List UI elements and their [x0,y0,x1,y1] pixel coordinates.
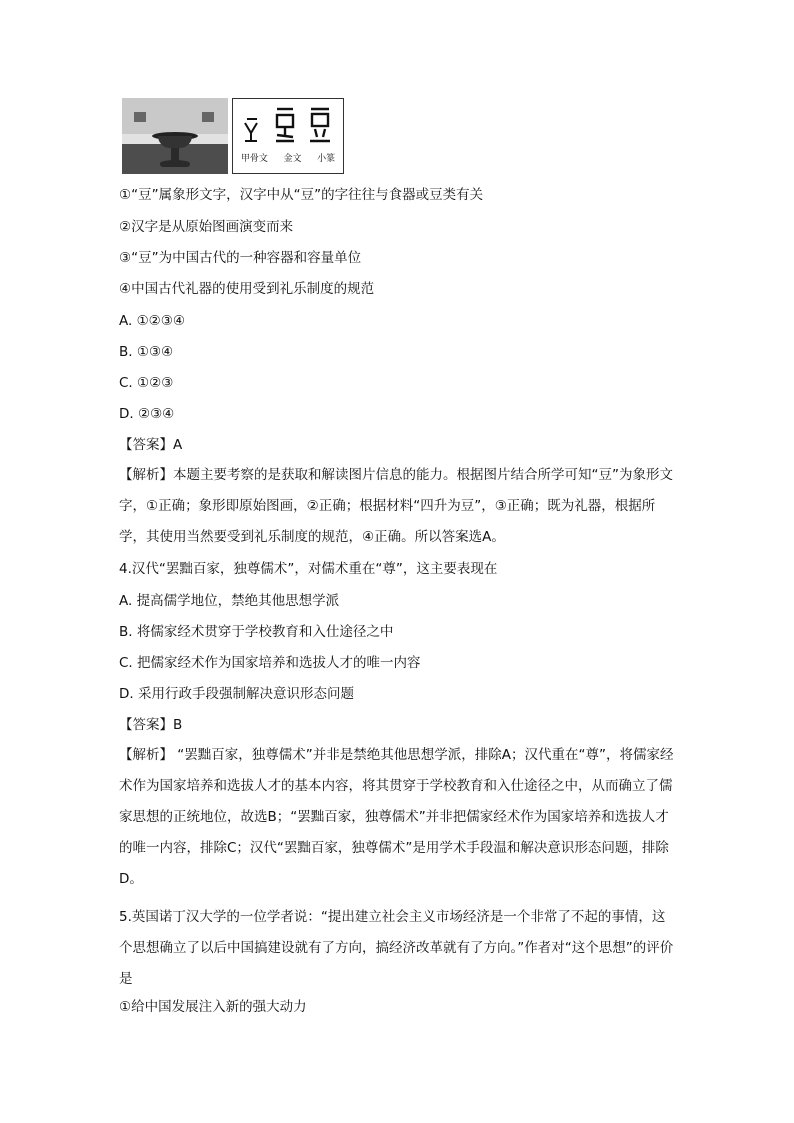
q4-option-b: B. 将儒家经术贯穿于学校教育和入仕途径之中 [119,624,394,640]
q4-answer: 【答案】B [119,717,183,733]
glyph-label-seal: 小篆 [317,154,336,164]
q5-statement-1: ①给中国发展注入新的强大动力 [119,999,307,1015]
q3-statement-3: ③“豆”为中国古代的一种容器和容量单位 [119,250,362,266]
q5-stem: 5.英国诺丁汉大学的一位学者说：“提出建立社会主义市场经济是一个非常了不起的事情，这个思想确立了以后中国搞建设就有了方向，搞经济改革就有了方向。”作者对“这个思想”的评价是 [119,909,674,987]
q4-stem: 4.汉代“罢黜百家，独尊儒术”，对儒术重在“尊”，这主要表现在 [119,561,498,577]
q4-option-d: D. 采用行政手段强制解决意识形态问题 [119,686,354,702]
q3-analysis: 【解析】本题主要考察的是获取和解读图片信息的能力。根据图片结合所学可知“豆”为象形文字，①正确；象形即原始图画，②正确；根据材料“四升为豆”，③正确；既为礼器，根据所学，其使用当然要受到礼乐制度的规范，④正确。所以答案选A。 [119,467,673,545]
oracle-bone-glyph [245,119,257,141]
q4-analysis: 【解析】 “罢黜百家，独尊儒术”并非是禁绝其他思想学派，排除A；汉代重在“尊”，将儒家经术作为国家培养和选拔人才的基本内容，将其贯穿于学校教育和入仕途径之中，从而确立了儒家思想的正统地位，故选B；“罢黜百家，独尊儒术”并非把儒家经术作为国家培养和选拔人才的唯一内容，排除C；汉代“罢黜百家，独尊儒术”是用学术手段温和解决意识形态问题，排除D。 [119,747,674,887]
bronze-script-glyph [276,109,294,141]
small-seal-glyph [310,109,330,141]
dou-vessel-photo [122,98,228,174]
q3-option-a: A. ①②③④ [119,313,185,329]
q4-option-a: A. 提高儒学地位，禁绝其他思想学派 [119,593,340,609]
q3-statement-1: ①“豆”属象形文字，汉字中从“豆”的字往往与食器或豆类有关 [119,187,484,203]
dou-glyph-evolution [232,98,344,174]
q3-statement-4: ④中国古代礼器的使用受到礼乐制度的规范 [119,281,375,297]
glyph-label-oracle: 甲骨文 [240,154,268,164]
q3-option-c: C. ①②③ [119,375,174,391]
q3-statement-2: ②汉字是从原始图画演变而来 [119,219,294,235]
q3-answer: 【答案】A [119,437,183,453]
glyph-label-bronze: 金文 [283,154,302,164]
q3-option-b: B. ①③④ [119,344,174,360]
figure-row [122,98,344,174]
q4-option-c: C. 把儒家经术作为国家培养和选拔人才的唯一内容 [119,655,421,671]
q3-option-d: D. ②③④ [119,406,175,422]
